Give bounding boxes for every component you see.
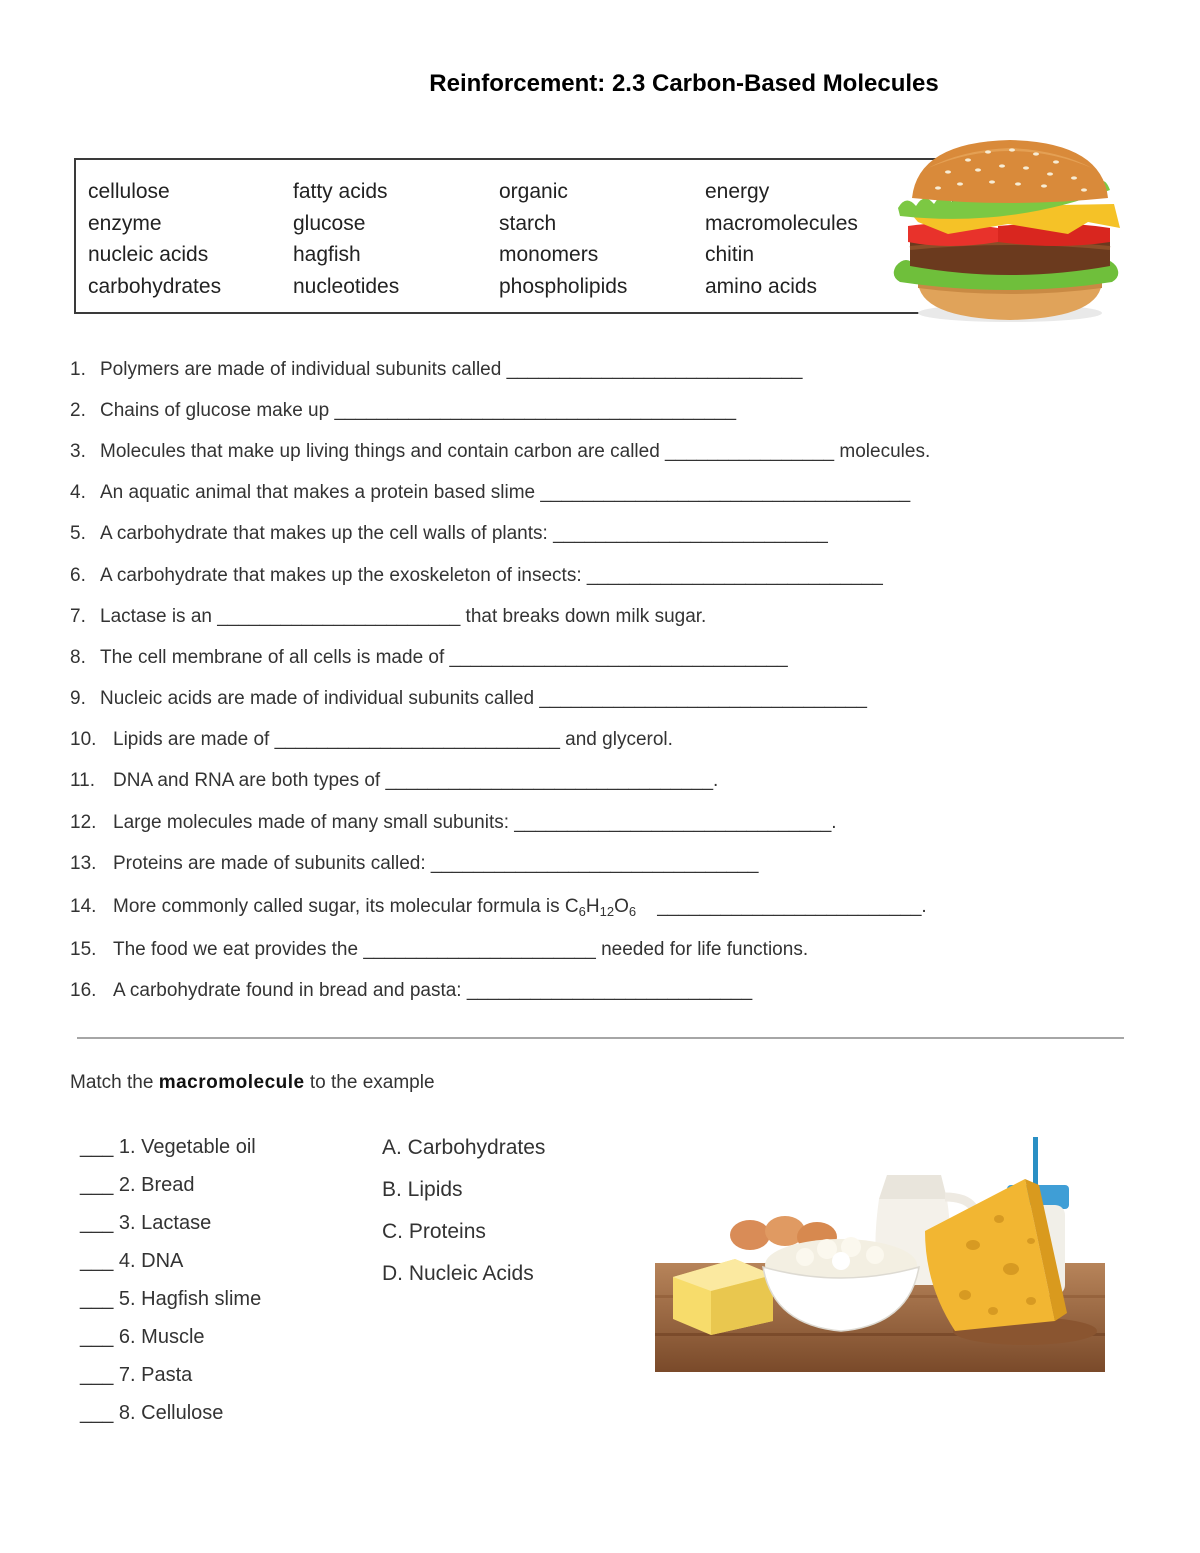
word-bank-term: enzyme <box>88 211 162 235</box>
question-number: 6. <box>70 565 86 586</box>
question-text: An aquatic animal that makes a protein based slime ___________________________________ <box>100 482 911 503</box>
question <box>70 520 828 548</box>
word-bank-term: hagfish <box>293 243 361 266</box>
question-number: 14. <box>70 896 97 917</box>
dairy-foods-image <box>655 1135 1105 1372</box>
question-text: Polymers are made of individual subunits called ____________________________ <box>100 359 803 380</box>
word-bank-term: chitin <box>705 243 755 266</box>
matching-option: D. Nucleic Acids <box>382 1262 534 1285</box>
question <box>70 685 867 713</box>
question-text: Chains of glucose make up ______________________________________ <box>100 400 737 421</box>
matching-option: C. Proteins <box>382 1220 486 1243</box>
matching-option: B. Lipids <box>382 1178 463 1201</box>
question-number: 8. <box>70 647 86 668</box>
question <box>70 809 837 837</box>
question-number: 3. <box>70 441 86 462</box>
word-bank-term: nucleotides <box>293 274 400 298</box>
word-bank-term: cellulose <box>88 180 170 203</box>
word-bank-column <box>705 176 858 302</box>
instruction-keyword: macromolecule <box>158 1072 305 1093</box>
question <box>70 767 718 795</box>
matching-item: ___ 2. Bread <box>80 1174 195 1196</box>
question-text: A carbohydrate that makes up the exoskeleton of insects: ____________________________ <box>100 565 883 586</box>
formula-element: H <box>585 896 600 917</box>
question-number: 5. <box>70 523 86 544</box>
question-number: 13. <box>70 853 97 874</box>
word-bank <box>74 158 954 314</box>
word-bank-column <box>88 176 221 302</box>
question-number: 12. <box>70 812 97 833</box>
word-bank-term: amino acids <box>705 274 818 298</box>
formula-subscript: 6 <box>628 904 637 919</box>
question <box>70 603 706 631</box>
word-bank-column <box>293 176 399 302</box>
word-bank-term: phospholipids <box>499 274 628 298</box>
word-bank-term: carbohydrates <box>88 274 222 298</box>
question-text: Proteins are made of subunits called: _______________________________ <box>113 853 759 874</box>
question <box>70 893 927 926</box>
question-number: 10. <box>70 729 97 750</box>
word-bank-term: glucose <box>293 211 366 235</box>
question-number: 11. <box>70 770 96 791</box>
matching-item: ___ 5. Hagfish slime <box>80 1288 262 1310</box>
question-text: Lipids are made of ___________________________ and glycerol. <box>113 729 673 750</box>
question-text: The cell membrane of all cells is made of ________________________________ <box>100 647 788 668</box>
word-bank-term: nucleic acids <box>88 243 209 266</box>
matching-item: ___ 8. Cellulose <box>80 1402 224 1424</box>
instruction-text: Match the <box>70 1072 159 1093</box>
question-blank: _________________________. <box>636 896 927 917</box>
word-bank-term: starch <box>499 211 557 235</box>
question <box>70 977 752 1005</box>
formula-subscript: 12 <box>599 904 615 919</box>
question-text: More commonly called sugar, its molecular formula is C <box>113 896 579 917</box>
question-number: 15. <box>70 939 97 960</box>
hamburger-image <box>888 138 1133 326</box>
instruction-text: to the example <box>304 1072 435 1093</box>
question-number: 7. <box>70 606 86 627</box>
word-bank-term: monomers <box>499 243 599 266</box>
question <box>70 397 736 425</box>
question-text: Large molecules made of many small subunits: ______________________________. <box>113 812 837 833</box>
question-text: DNA and RNA are both types of _______________________________. <box>113 770 719 791</box>
page-title: Reinforcement: 2.3 Carbon-Based Molecules <box>429 70 939 97</box>
question <box>70 850 758 878</box>
question-number: 9. <box>70 688 86 709</box>
question-text: The food we eat provides the ______________________ needed for life functions. <box>113 939 809 960</box>
matching-item: ___ 4. DNA <box>80 1250 184 1272</box>
word-bank-column <box>499 176 627 302</box>
matching-item: ___ 3. Lactase <box>80 1212 212 1234</box>
question <box>70 562 883 590</box>
question-number: 1. <box>70 359 86 380</box>
question-number: 4. <box>70 482 86 503</box>
matching-instruction <box>70 1072 435 1094</box>
matching-item: ___ 7. Pasta <box>80 1364 193 1386</box>
question-text: Nucleic acids are made of individual subunits called _______________________________ <box>100 688 867 709</box>
question <box>70 356 802 384</box>
question <box>70 644 788 672</box>
question-number: 16. <box>70 980 97 1001</box>
matching-item: ___ 6. Muscle <box>80 1326 205 1348</box>
question-text: A carbohydrate that makes up the cell walls of plants: __________________________ <box>100 523 828 544</box>
question-text: Lactase is an _______________________ that breaks down milk sugar. <box>100 606 707 627</box>
question <box>70 936 808 964</box>
matching-item: ___ 1. Vegetable oil <box>80 1136 256 1158</box>
question <box>70 438 930 466</box>
question-text: A carbohydrate found in bread and pasta: ___________________________ <box>113 980 753 1001</box>
question <box>70 726 673 754</box>
formula-subscript: 6 <box>578 904 586 919</box>
question-number: 2. <box>70 400 86 421</box>
question <box>70 479 910 507</box>
word-bank-term: fatty acids <box>293 180 388 203</box>
word-bank-term: energy <box>705 180 770 203</box>
formula-element: O <box>614 896 629 917</box>
word-bank-term: organic <box>499 180 568 203</box>
word-bank-term: macromolecules <box>705 211 858 235</box>
section-divider <box>77 1037 1124 1039</box>
question-text: Molecules that make up living things and contain carbon are called ________________ molecules. <box>100 441 931 462</box>
matching-option: A. Carbohydrates <box>382 1136 546 1159</box>
